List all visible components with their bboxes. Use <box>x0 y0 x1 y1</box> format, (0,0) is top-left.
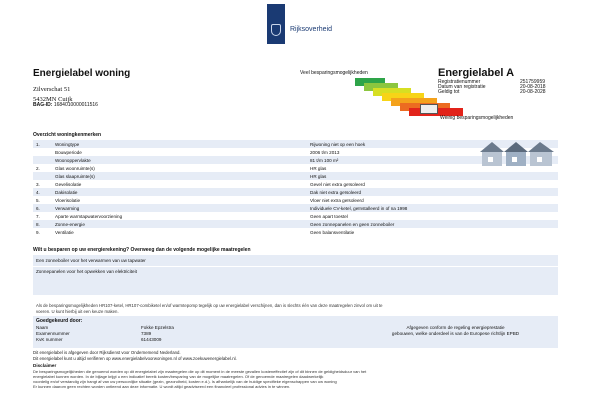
approved-value: Fokke Epzelstra <box>141 325 174 330</box>
bag-id <box>33 102 98 108</box>
row-number: 2. <box>36 165 40 171</box>
registration-label: Datum van registratie <box>438 84 486 91</box>
row-value: Individuele CV-ketel, geïnstalleerd in of na 1998 <box>310 205 408 211</box>
table-row <box>33 196 558 204</box>
approved-row <box>36 337 161 342</box>
row-number: 9. <box>36 229 40 235</box>
energy-label-title: Energielabel A <box>438 67 515 79</box>
table-row <box>33 172 558 180</box>
address-line-1: Zilverschat 51 <box>33 86 71 93</box>
approved-row <box>36 331 151 336</box>
table-row <box>33 204 558 212</box>
row-value: 2006 t/m 2013 <box>310 149 340 155</box>
org-name: Rijksoverheid <box>290 26 333 33</box>
registration-label: Geldig tot <box>438 89 460 96</box>
savings-note: Als de besparingsmogelijkheden HR107-ketel, HR107-combiketel en/of warmtepomp tegelijk op uw energielabel verschijnen, dan is slechts één van deze maatregelen zinvol om uit te <box>36 303 383 308</box>
footer-line: Dit energielabel kunt u altijd verifiëren op www.energielabelvoorwoningen.nl of www.zoekuwenergielabel.nl. <box>33 356 237 361</box>
registration-value: 251759959 <box>520 79 546 85</box>
row-label: Ventilatie <box>55 229 74 235</box>
savings-question: Wilt u besparen op uw energierekening? Overweeg dan de volgende mogelijke maatregelen <box>33 247 251 253</box>
row-label: Woningtype <box>55 141 80 147</box>
row-number: 8. <box>36 221 40 227</box>
row-number: 1. <box>36 141 40 147</box>
approved-title: Goedgekeurd door: <box>36 318 83 324</box>
row-label: Woonoppervlakte <box>55 157 91 163</box>
disclaimer-line: energielabel kunnen worden. In de bijlage krijgt u een indicatief bereik kosten/besparing van de mogelijke maatregelen. Of de genoemde maatregelen daadwerkelijk <box>33 374 324 379</box>
registration-value: 20-08-2028 <box>520 89 546 96</box>
disclaimer-line: voordelig en/of verstandig zijn hangt af van uw persoonlijke situatie (gezin, gezondheid, kosten e.d.). Is afhankelijk van de huidige specifieke eigenschappen van uw woning <box>33 379 337 384</box>
row-value: Geen balansventilatie <box>310 229 355 235</box>
registration-label: Registratienummer <box>438 79 481 85</box>
row-label: Glas slaapruimte(s) <box>55 173 95 179</box>
row-number: 3. <box>36 181 40 187</box>
table-row <box>33 220 558 228</box>
suggestion-item: Zonnepanelen voor het opwekken van elektriciteit <box>36 269 137 274</box>
suggestion-item: Een zonneboiler voor het verwarmen van uw tapwater <box>36 258 146 263</box>
footer-line: Dit energielabel is afgegeven door Rijksdienst voor Ondernemend Nederland. <box>33 350 181 355</box>
row-value: HR glas <box>310 165 327 171</box>
row-number: 4. <box>36 189 40 195</box>
approved-value: 61443009 <box>141 337 162 342</box>
row-value: Gevel niet extra geïsoleerd <box>310 181 365 187</box>
address-line-2: 5432MN Cuijk <box>33 96 73 103</box>
suggestions-box <box>33 255 558 295</box>
row-value: Geen zonnepanelen en geen zonneboiler <box>310 221 395 227</box>
row-value: Vloer niet extra geïsoleerd <box>310 197 364 203</box>
divider <box>33 266 558 267</box>
scale-top-text: Veel besparingsmogelijkheden <box>300 70 368 76</box>
terraced-house-icon <box>478 140 558 168</box>
registration-value: 20-08-2018 <box>520 84 546 91</box>
house-marker-icon <box>420 104 438 114</box>
scale-bottom-text: Weinig besparingsmogelijkheden <box>440 115 514 121</box>
row-value: Rijwoning niet op een hoek <box>310 141 366 147</box>
row-label: Vloerisolatie <box>55 197 81 203</box>
approved-value: 7389 <box>141 331 152 336</box>
row-number: 7. <box>36 213 40 219</box>
row-label: Gevelisolatie <box>55 181 82 187</box>
registration-row <box>438 90 570 95</box>
row-label: Aparte warmtapwatervoorziening <box>55 213 123 219</box>
approved-note: Afgegeven conform de regeling energieprestatie <box>406 325 505 330</box>
row-number: 5. <box>36 197 40 203</box>
row-label: Verwarming <box>55 205 80 211</box>
approved-row <box>36 325 174 330</box>
disclaimer-line: De besparingsmogelijkheden die genoemd worden op dit energielabel zijn maatregelen die op dit moment in de meeste gevallen kosteneffectief zijn of dit binnen de geldigheidsduur van het <box>33 369 367 374</box>
row-label: Zonne-energie <box>55 221 85 227</box>
savings-note: voeren. U kunt hierbij uit een keuze maken. <box>36 309 119 314</box>
crest-icon <box>271 24 281 36</box>
approved-key: KvK nummer <box>36 337 63 342</box>
approved-key: Examennummer <box>36 331 70 336</box>
approved-box <box>33 316 558 348</box>
row-value: 81 t/m 100 m² <box>310 157 339 163</box>
bag-id-value: 1684010000011516 <box>53 102 98 108</box>
bag-id-label: BAG-ID: <box>33 102 53 108</box>
row-value: HR glas <box>310 173 327 179</box>
row-number: 6. <box>36 205 40 211</box>
approved-key: Naam <box>36 325 49 330</box>
disclaimer-line: Er kunnen daarom geen rechten worden ontleend aan deze informatie. U wordt altijd geadviseerd een financieel professional advies in te winnen. <box>33 384 291 389</box>
overview-title: Overzicht woningkenmerken <box>33 132 102 138</box>
row-value: Geen apart toestel <box>310 213 348 219</box>
approved-note: gebouwen, welke onderdeel is van de Europese richtlijn EPBD <box>391 331 520 336</box>
table-row <box>33 180 558 188</box>
row-label: Glas woonruimte(s) <box>55 165 95 171</box>
table-row <box>33 188 558 196</box>
row-value: Dak niet extra geïsoleerd <box>310 189 362 195</box>
row-label: Dakisolatie <box>55 189 78 195</box>
document-title: Energielabel woning <box>33 68 131 79</box>
table-row <box>33 228 558 236</box>
registration-block <box>438 80 570 96</box>
row-label: Bouwperiode <box>55 149 82 155</box>
table-row <box>33 212 558 220</box>
disclaimer-title: Disclaimer <box>33 363 57 368</box>
